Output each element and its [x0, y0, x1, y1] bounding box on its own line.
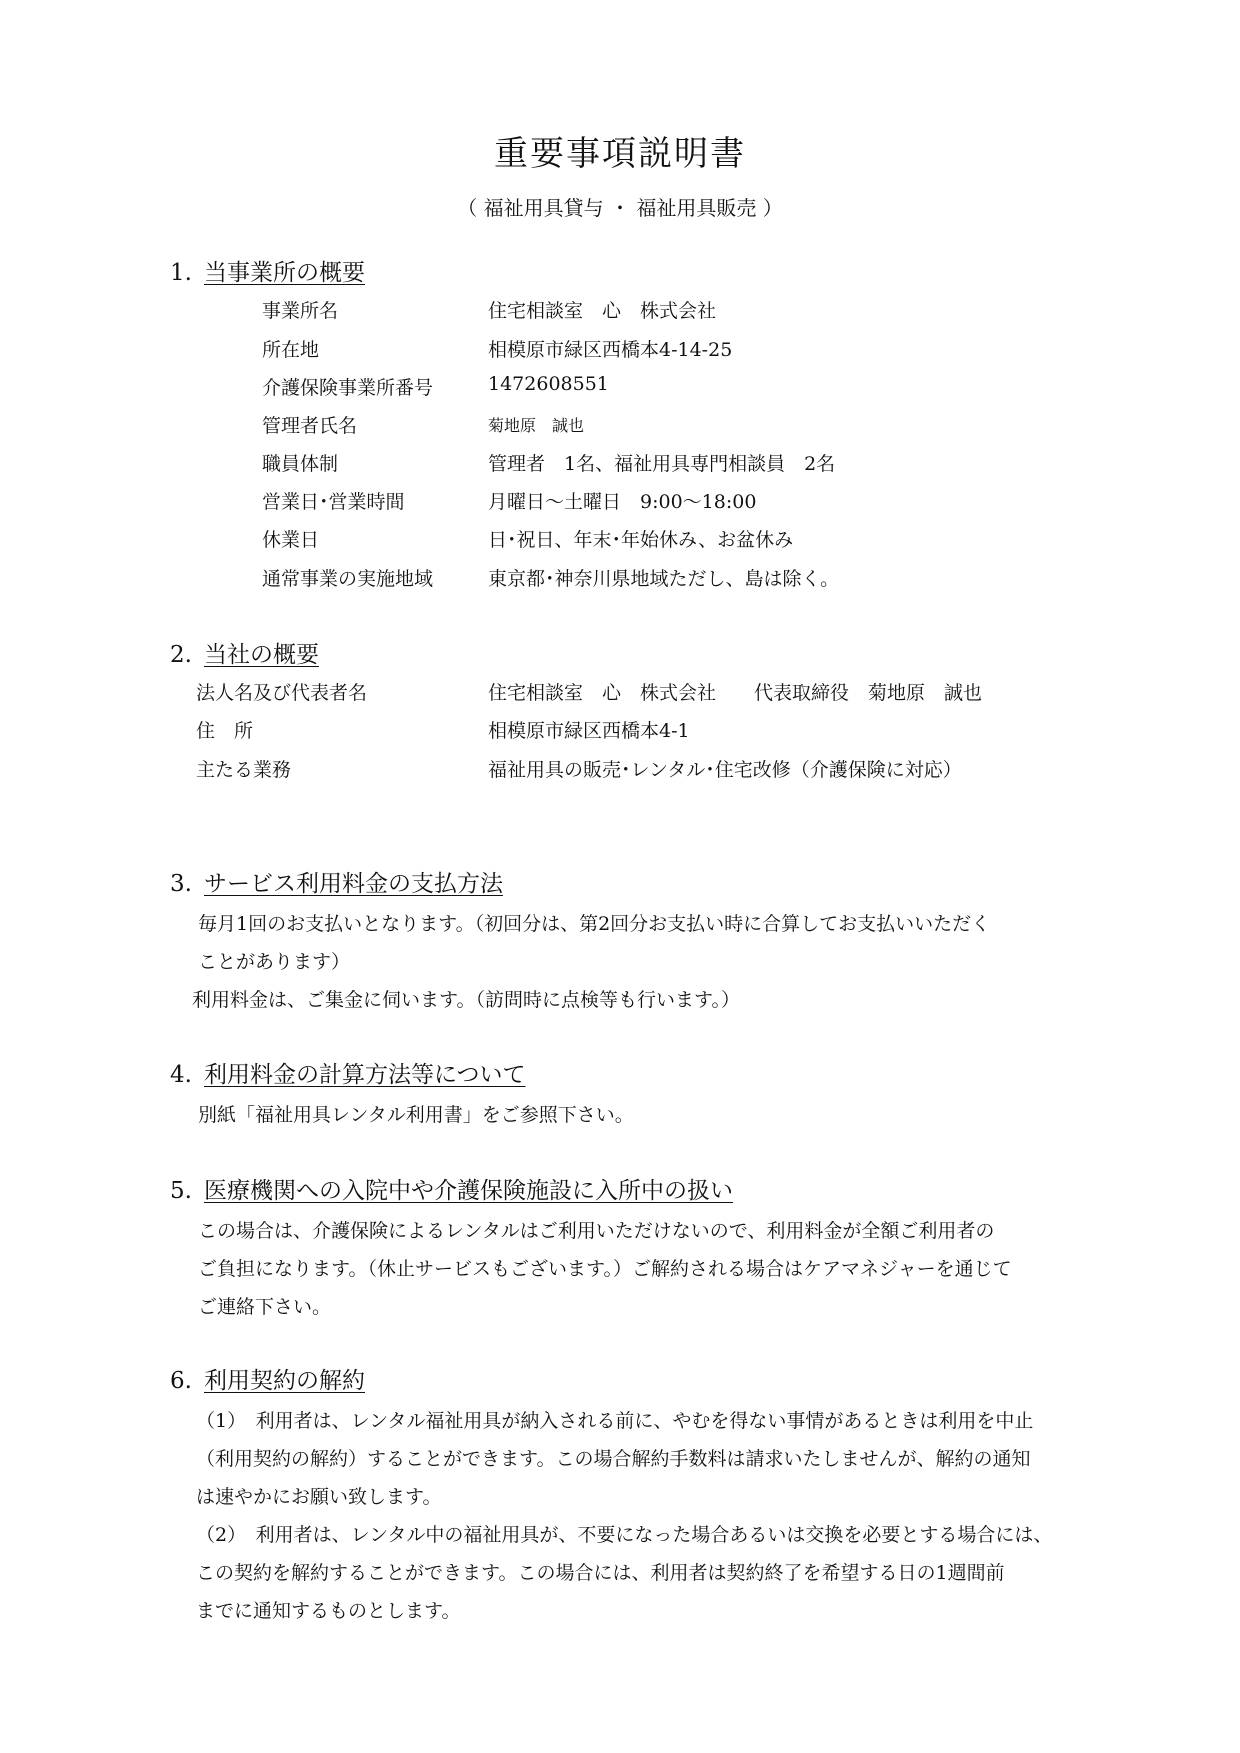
- row-value: 相模原市緑区西橋本4-1: [488, 720, 690, 742]
- section-number: 2.: [170, 642, 192, 668]
- row-value: 日･祝日、年末･年始休み、お盆休み: [488, 529, 794, 551]
- row-value: 1472608551: [488, 373, 609, 395]
- section-1-heading: [170, 254, 365, 287]
- cancellation-line-1: （1） 利用者は、レンタル福祉用具が納入される前に、やむを得ない事情があるときは利用を中止: [196, 1410, 1034, 1432]
- row-label: 営業日･営業時間: [262, 491, 405, 513]
- row-value: 住宅相談室 心 株式会社 代表取締役 菊地原 誠也: [488, 682, 983, 704]
- section-number: 4.: [170, 1062, 192, 1088]
- row-value: 月曜日～土曜日 9:00～18:00: [488, 491, 757, 513]
- cancellation-line-4: （2） 利用者は、レンタル中の福祉用具が、不要になった場合あるいは交換を必要とする場合には、: [196, 1524, 1053, 1546]
- row-label: 管理者氏名: [262, 415, 358, 437]
- document-subtitle: （ 福祉用具貸与 ・ 福祉用具販売 ）: [457, 196, 783, 220]
- section-3-heading: [170, 865, 503, 898]
- section-title: 当社の概要: [204, 642, 319, 668]
- row-value: 住宅相談室 心 株式会社: [488, 300, 717, 322]
- hospitalization-line-3: ご連絡下さい。: [198, 1296, 332, 1318]
- row-label: 所在地: [262, 339, 320, 361]
- section-5-heading: [170, 1172, 733, 1205]
- fee-calc-line-1: 別紙「福祉用具レンタル利用書」をご参照下さい。: [198, 1104, 634, 1126]
- row-value: 菊地原 誠也: [488, 416, 585, 435]
- section-title: サービス利用料金の支払方法: [204, 871, 503, 897]
- document-title: 重要事項説明書: [494, 134, 746, 174]
- section-title: 医療機関への入院中や介護保険施設に入所中の扱い: [204, 1178, 733, 1204]
- hospitalization-line-1: この場合は、介護保険によるレンタルはご利用いただけないので、利用料金が全額ご利用者の: [198, 1220, 995, 1242]
- row-value: 相模原市緑区西橋本4-14-25: [488, 339, 733, 361]
- section-number: 5.: [170, 1178, 192, 1204]
- cancellation-line-3: は速やかにお願い致します。: [196, 1486, 442, 1508]
- payment-line-2: ことがあります）: [198, 951, 351, 973]
- payment-line-1: 毎月1回のお支払いとなります。（初回分は、第2回分お支払い時に合算してお支払いいただく: [198, 913, 991, 935]
- section-number: 3.: [170, 871, 192, 897]
- hospitalization-line-2: ご負担になります。（休止サービスもございます。）ご解約される場合はケアマネジャーを通じて: [198, 1258, 1012, 1280]
- row-value: 東京都･神奈川県地域ただし、島は除く。: [488, 568, 840, 590]
- section-6-heading: [170, 1362, 365, 1395]
- row-label: 介護保険事業所番号: [262, 377, 434, 399]
- payment-line-3: 利用料金は、ご集金に伺います。（訪問時に点検等も行います。）: [192, 989, 740, 1011]
- section-number: 6.: [170, 1368, 192, 1394]
- section-title: 利用料金の計算方法等について: [204, 1062, 526, 1088]
- cancellation-line-5: この契約を解約することができます。この場合には、利用者は契約終了を希望する日の1週間前: [196, 1562, 1005, 1584]
- section-title: 当事業所の概要: [204, 260, 365, 286]
- row-label: 法人名及び代表者名: [196, 682, 368, 704]
- row-label: 主たる業務: [196, 759, 292, 781]
- cancellation-line-6: までに通知するものとします。: [196, 1600, 461, 1622]
- row-label: 事業所名: [262, 300, 339, 322]
- row-value: 福祉用具の販売･レンタル･住宅改修（介護保険に対応）: [488, 759, 962, 781]
- row-label: 職員体制: [262, 453, 339, 475]
- section-4-heading: [170, 1056, 526, 1089]
- section-number: 1.: [170, 260, 192, 286]
- row-label: 休業日: [262, 529, 320, 551]
- section-2-heading: [170, 636, 319, 669]
- row-value: 管理者 1名、福祉用具専門相談員 2名: [488, 453, 836, 475]
- row-label: 通常事業の実施地域: [262, 568, 434, 590]
- row-label: 住 所: [196, 720, 254, 742]
- cancellation-line-2: （利用契約の解約）することができます。この場合解約手数料は請求いたしませんが、解約の通知: [196, 1448, 1031, 1470]
- section-title: 利用契約の解約: [204, 1368, 365, 1394]
